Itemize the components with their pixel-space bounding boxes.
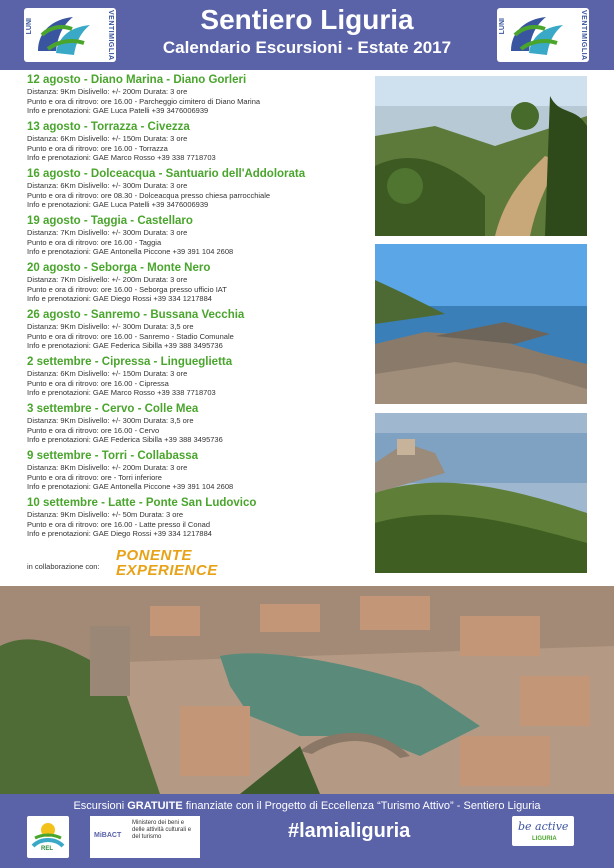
event-details: Distanza: 7Km Dislivello: +/- 300m Durata: 3 ore xyxy=(27,228,188,237)
be-active-label: be active xyxy=(518,820,569,833)
event-contact: Info e prenotazioni: GAE Marco Rosso +39 338 7718703 xyxy=(27,388,216,397)
rel-label: REL xyxy=(41,846,53,852)
event-item xyxy=(27,403,367,450)
header-banner xyxy=(0,0,614,70)
funding-note xyxy=(0,800,614,812)
event-contact: Info e prenotazioni: GAE Luca Patelli +39 3476006939 xyxy=(27,106,209,115)
event-meeting-point: Punto e ora di ritrovo: ore 16.00 - Taggia xyxy=(27,237,162,247)
event-title: 13 agosto - Torrazza - Civezza xyxy=(27,121,190,133)
event-item xyxy=(27,262,367,309)
event-title: 10 settembre - Latte - Ponte San Ludovico xyxy=(27,497,257,509)
event-meeting-point: Punto e ora di ritrovo: ore 16.00 - Torrazza xyxy=(27,143,168,153)
event-title: 20 agosto - Seborga - Monte Nero xyxy=(27,262,211,274)
mibact-logo xyxy=(90,816,200,858)
leaf-logo-icon xyxy=(501,11,571,59)
event-meeting-point: Punto e ora di ritrovo: ore 16.00 - Parcheggio cimitero di Diano Marina xyxy=(27,96,261,106)
event-item xyxy=(27,168,367,215)
mibact-text: Ministero dei beni e delle attività culturali e del turismo xyxy=(132,820,192,840)
event-meeting-point: Punto e ora di ritrovo: ore 16.00 - Sanremo - Stadio Comunale xyxy=(27,331,234,341)
event-meeting-point: Punto e ora di ritrovo: ore 16.00 - Cervo xyxy=(27,425,160,435)
event-title: 16 agosto - Dolceacqua - Santuario dell'Addolorata xyxy=(27,168,306,180)
be-active-sub: LIGURIA xyxy=(532,836,557,842)
event-title: 19 agosto - Taggia - Castellaro xyxy=(27,215,193,227)
event-item xyxy=(27,215,367,262)
event-item xyxy=(27,121,367,168)
event-title: 3 settembre - Cervo - Colle Mea xyxy=(27,403,199,415)
event-details: Distanza: 6Km Dislivello: +/- 300m Durata: 3 ore xyxy=(27,181,188,190)
event-contact: Info e prenotazioni: GAE Luca Patelli +39 3476006939 xyxy=(27,200,209,209)
page-subtitle: Calendario Escursioni - Estate 2017 xyxy=(162,38,452,57)
logo-luni-text: LUNI xyxy=(26,18,33,35)
event-details: Distanza: 9Km Dislivello: +/- 50m Durata: 3 ore xyxy=(27,510,184,519)
event-title: 2 settembre - Cipressa - Lingueglietta xyxy=(27,356,233,368)
logo-ventimiglia-text: VENTIMIGLIA xyxy=(580,10,587,61)
event-details: Distanza: 9Km Dislivello: +/- 300m Durata: 3,5 ore xyxy=(27,322,194,331)
event-title: 9 settembre - Torri - Collabassa xyxy=(27,450,199,462)
logo-ventimiglia-text: VENTIMIGLIA xyxy=(107,10,114,61)
page-title: Sentiero Liguria xyxy=(200,4,414,35)
event-details: Distanza: 8Km Dislivello: +/- 200m Durata: 3 ore xyxy=(27,463,188,472)
event-meeting-point: Punto e ora di ritrovo: ore 16.00 - Latte presso il Conad xyxy=(27,519,211,529)
logo-luni-text: LUNI xyxy=(499,18,506,35)
event-meeting-point: Punto e ora di ritrovo: ore 08.30 - Dolceacqua presso chiesa parrocchiale xyxy=(27,190,271,200)
ponente-brand-line2: EXPERIENCE xyxy=(116,562,218,579)
events-list xyxy=(27,74,367,544)
event-details: Distanza: 6Km Dislivello: +/- 150m Durata: 3 ore xyxy=(27,134,188,143)
mibact-label: MiBACT xyxy=(94,832,122,839)
event-title: 26 agosto - Sanremo - Bussana Vecchia xyxy=(27,309,245,321)
event-contact: Info e prenotazioni: GAE Antonella Piccone +39 391 104 2608 xyxy=(27,482,234,491)
event-meeting-point: Punto e ora di ritrovo: ore 16.00 - Seborga presso ufficio IAT xyxy=(27,284,227,294)
event-item xyxy=(27,450,367,497)
event-meeting-point: Punto e ora di ritrovo: ore - Torri inferiore xyxy=(27,472,162,482)
event-meeting-point: Punto e ora di ritrovo: ore 16.00 - Cipressa xyxy=(27,378,169,388)
town-aerial-photo xyxy=(0,586,614,794)
luni-ventimiglia-logo-right xyxy=(497,8,589,62)
event-contact: Info e prenotazioni: GAE Antonella Piccone +39 391 104 2608 xyxy=(27,247,234,256)
funding-suffix: finanziate con il Progetto di Eccellenza “Turismo Attivo” - Sentiero Liguria xyxy=(182,800,541,812)
ponente-experience-logo xyxy=(116,548,226,578)
event-details: Distanza: 9Km Dislivello: +/- 300m Durata: 3,5 ore xyxy=(27,416,194,425)
be-active-logo xyxy=(512,816,574,846)
trail-photo xyxy=(375,76,587,236)
hillside-village-photo xyxy=(375,413,587,573)
event-item xyxy=(27,74,367,121)
coast-photo xyxy=(375,244,587,404)
event-contact: Info e prenotazioni: GAE Federica Sibilla +39 388 3495736 xyxy=(27,341,223,350)
event-contact: Info e prenotazioni: GAE Federica Sibilla +39 388 3495736 xyxy=(27,435,223,444)
event-item xyxy=(27,309,367,356)
event-contact: Info e prenotazioni: GAE Diego Rossi +39 334 1217884 xyxy=(27,294,212,303)
funding-prefix: Escursioni xyxy=(73,800,128,812)
funding-bold: GRATUITE xyxy=(127,800,183,812)
event-details: Distanza: 7Km Dislivello: +/- 200m Durata: 3 ore xyxy=(27,275,188,284)
event-details: Distanza: 6Km Dislivello: +/- 150m Durata: 3 ore xyxy=(27,369,188,378)
event-contact: Info e prenotazioni: GAE Diego Rossi +39 334 1217884 xyxy=(27,529,212,538)
footer-banner xyxy=(0,794,614,868)
event-contact: Info e prenotazioni: GAE Marco Rosso +39 338 7718703 xyxy=(27,153,216,162)
hashtag-text: #lamialiguria xyxy=(288,820,411,842)
event-details: Distanza: 9Km Dislivello: +/- 200m Durata: 3 ore xyxy=(27,87,188,96)
event-item xyxy=(27,356,367,403)
rel-logo xyxy=(27,816,69,858)
collaboration-label: in collaborazione con: xyxy=(27,562,100,571)
ponente-brand-line1: PONENTE xyxy=(116,547,193,564)
event-item xyxy=(27,497,367,544)
event-title: 12 agosto - Diano Marina - Diano Gorleri xyxy=(27,74,247,86)
